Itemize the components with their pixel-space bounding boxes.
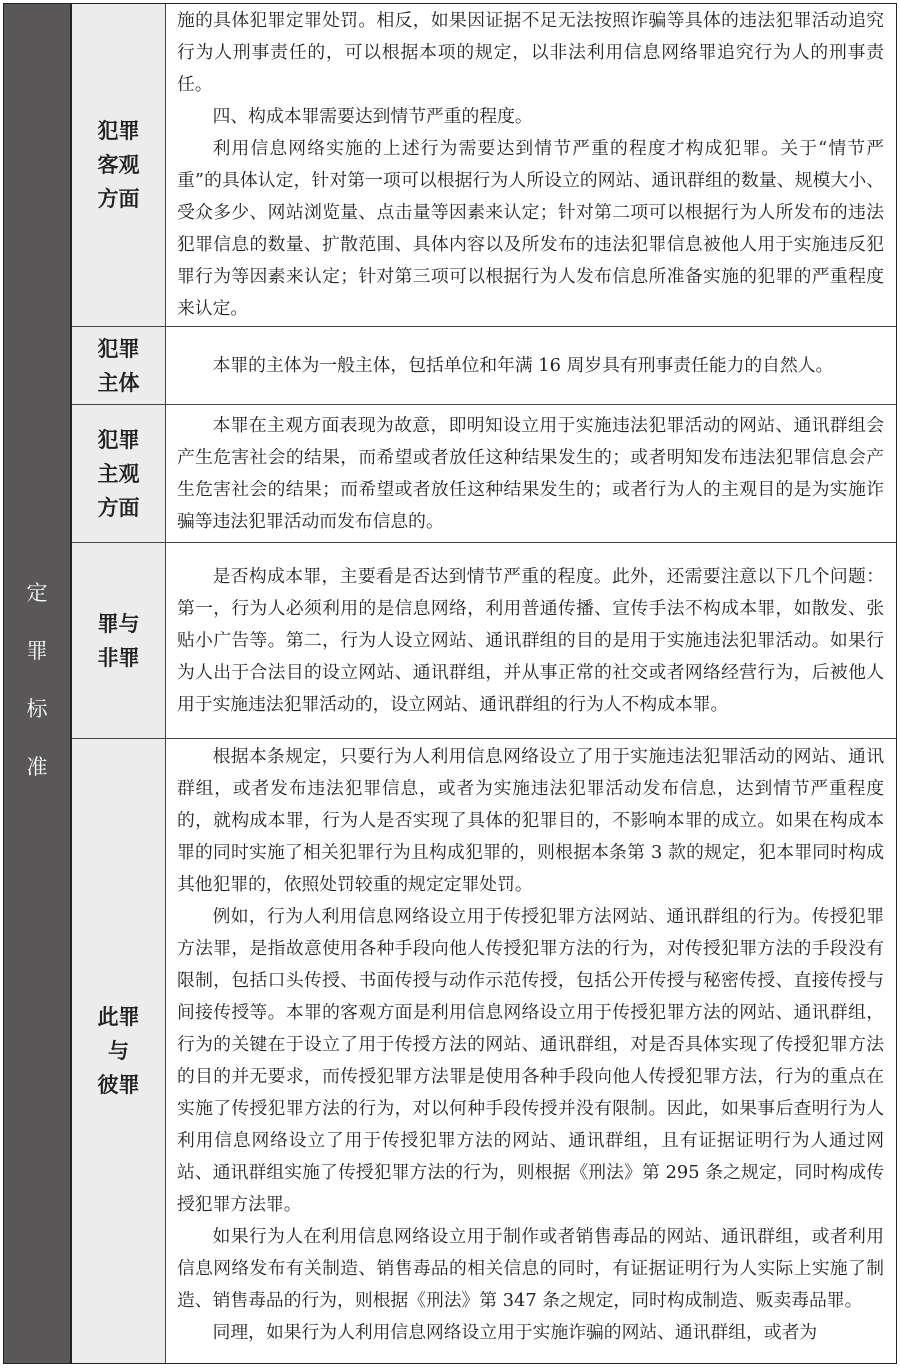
table-row <box>72 327 896 405</box>
row-label: 犯罪 主体 <box>72 327 166 404</box>
paragraph: 例如，行为人利用信息网络设立用于传授犯罪方法网站、通讯群组的行为。传授犯罪方法罪，是指故意使用各种手段向他人传授犯罪方法的行为，对传授犯罪方法的手段没有限制，包括口头传授、书面传授与动作示范传授，包括公开传授与秘密传授、直接传授与间接传授等。本罪的客观方面是利用信息网络设立用于传授犯罪方法的网站、通讯群组，行为的关键在于设立了用于传授方法的网站、通讯群组，对是否具体实现了传授犯罪方法的目的并无要求，而传授犯罪方法罪是使用各种手段向他人传授犯罪方法，行为的重点在实施了传授犯罪方法的行为，对以何种手段传授并没有限制。因此，如果事后查明行为人利用信息网络设立了用于传授犯罪方法的网站、通讯群组，且有证据证明行为人通过网站、通讯群组实施了传授犯罪方法的行为，则根据《刑法》第 295 条之规定，同时构成传授犯罪方法罪。 <box>177 906 884 1215</box>
sidebar-title <box>4 564 70 796</box>
sidebar <box>3 3 71 1364</box>
paragraph: 利用信息网络实施的上述行为需要达到情节严重的程度才构成犯罪。关于“情节严重”的具体认定，针对第一项可以根据行为人所设立的网站、通讯群组的数量、规模大小、受众多少、网站浏览量、点击量等因素来认定；针对第二项可以根据行为人所发布的违法犯罪信息的数量、扩散范围、具体内容以及所发布的违法犯罪信息被他人用于实施违反犯罪行为等因素来认定；针对第三项可以根据行为人发布信息所准备实施的犯罪的严重程度来认定。 <box>177 138 884 319</box>
table-row <box>72 739 896 1363</box>
paragraph: 根据本条规定，只要行为人利用信息网络设立了用于实施违法犯罪活动的网站、通讯群组，或者发布违法犯罪信息，或者为实施违法犯罪活动发布信息，达到情节严重程度的，就构成本罪，行为人是否实现了具体的犯罪目的，不影响本罪的成立。如果在构成本罪的同时实施了相关犯罪行为且构成犯罪的，则根据本条第 3 款的规定，犯本罪同时构成其他犯罪的，依照处罚较重的规定定罪处罚。 <box>177 746 884 895</box>
row-content <box>166 405 896 542</box>
table-row <box>72 405 896 543</box>
paragraph: 本罪在主观方面表现为故意，即明知设立用于实施违法犯罪活动的网站、通讯群组会产生危害社会的结果，而希望或者放任这种结果发生的；或者明知发布违法犯罪信息会产生危害社会的结果；而希望或者放任这种结果发生的；或者行为人的主观目的是为实施诈骗等违法犯罪活动而发布信息的。 <box>177 414 884 532</box>
row-content <box>166 4 896 326</box>
row-content <box>166 543 896 738</box>
paragraph: 同理，如果行为人利用信息网络设立用于实施诈骗的网站、通讯群组，或者为 <box>212 1322 818 1343</box>
row-label: 犯罪 主观 方面 <box>72 405 166 542</box>
paragraph: 如果行为人在利用信息网络设立用于制作或者销售毒品的网站、通讯群组，或者利用信息网络发布有关制造、销售毒品的相关信息的同时，有证据证明行为人实际上实施了制造、销售毒品的行为，则根据《刑法》第 347 条之规定，同时构成制造、贩卖毒品罪。 <box>177 1226 884 1311</box>
sidebar-title-char: 标 <box>26 697 48 721</box>
sidebar-title-char: 定 <box>26 581 48 605</box>
table-row <box>72 4 896 327</box>
sidebar-title-char: 准 <box>26 755 48 779</box>
sidebar-title-char: 罪 <box>26 639 48 663</box>
row-content <box>166 327 896 404</box>
table-row <box>72 543 896 739</box>
paragraph: 是否构成本罪，主要看是否达到情节严重的程度。此外，还需要注意以下几个问题：第一，行为人必须利用的是信息网络，利用普通传播、宣传手法不构成本罪，如散发、张贴小广告等。第二，行为人设立网站、通讯群组的目的是用于实施违法犯罪活动。如果行为人出于合法目的设立网站、通讯群组，并从事正常的社交或者网络经营行为，后被他人用于实施违法犯罪活动的，设立网站、通讯群组的行为人不构成本罪。 <box>177 565 884 715</box>
row-label: 罪与 非罪 <box>72 543 166 738</box>
row-label: 犯罪 客观 方面 <box>72 4 166 326</box>
paragraph: 四、构成本罪需要达到情节严重的程度。 <box>212 106 533 127</box>
paragraph: 施的具体犯罪定罪处罚。相反，如果因证据不足无法按照诈骗等具体的违法犯罪活动追究行为人刑事责任的，可以根据本项的规定，以非法利用信息网络罪追究行为人的刑事责任。 <box>177 10 884 95</box>
criteria-table <box>71 3 897 1364</box>
row-label: 此罪 与 彼罪 <box>72 739 166 1363</box>
paragraph: 本罪的主体为一般主体，包括单位和年满 16 周岁具有刑事责任能力的自然人。 <box>212 354 834 376</box>
row-content <box>166 739 896 1363</box>
